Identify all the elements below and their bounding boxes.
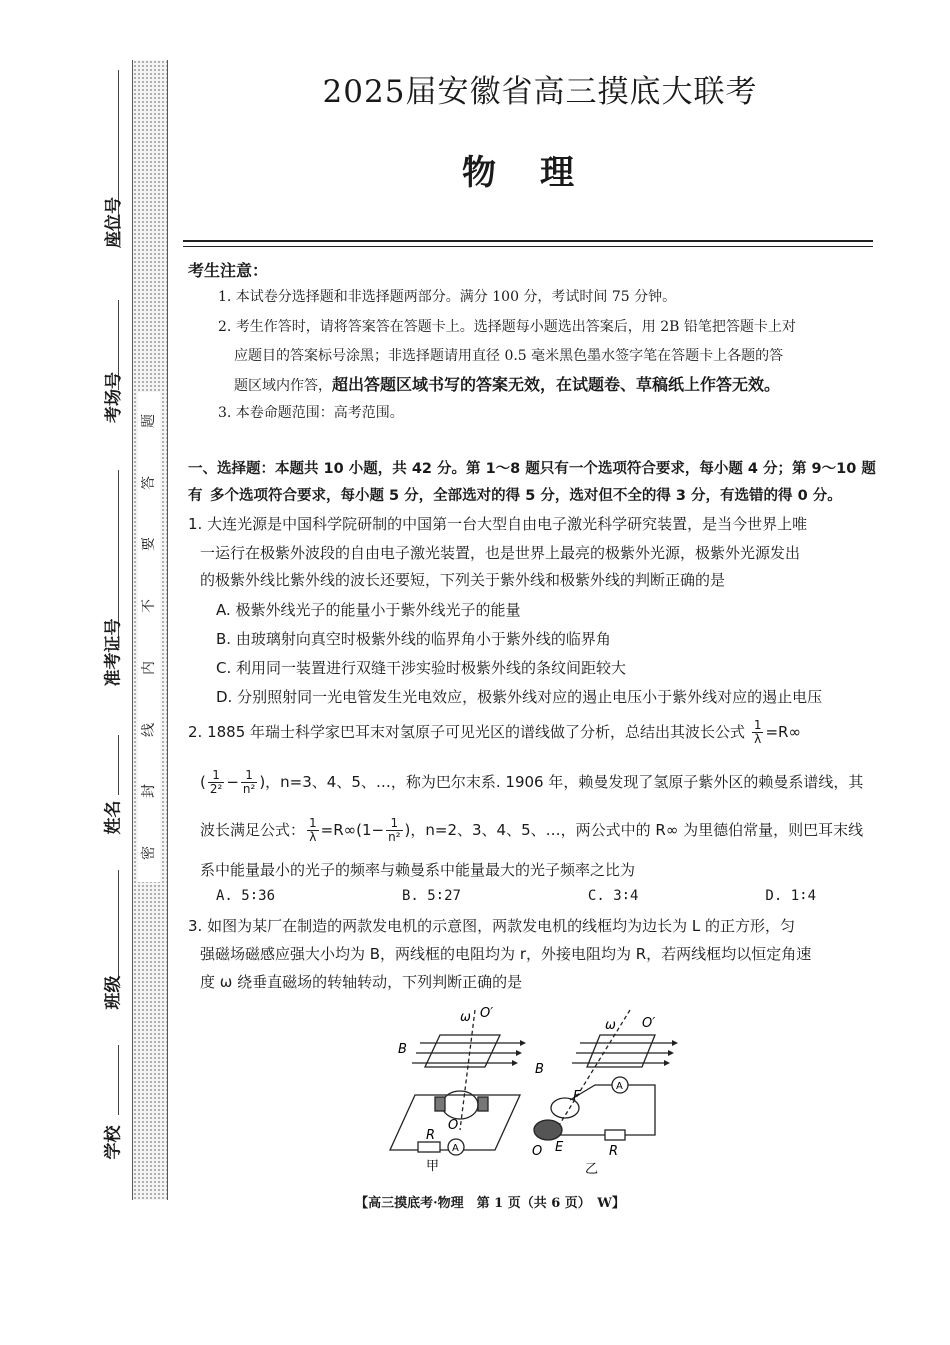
axis-label: O′ xyxy=(480,1006,494,1021)
ammeter-label: A xyxy=(452,1143,459,1154)
notice-item: 2. 考生作答时，请将答案答在答题卡上。选择题每小题选出答案后，用 2B 铅笔把答题卡上对 xyxy=(218,319,796,335)
class-field[interactable]: 班级 xyxy=(103,975,124,1010)
seal-char: 内 xyxy=(141,660,157,675)
admission-number-field[interactable]: 准考证号 xyxy=(103,618,124,687)
yi-field-plane xyxy=(587,1035,655,1067)
omega-label: ω xyxy=(460,1010,471,1025)
resistor-label: R xyxy=(426,1128,436,1143)
axis-label: O′ xyxy=(642,1016,656,1031)
question-1: 的极紫外线比紫外线的波长还要短，下列关于紫外线和极紫外线的判断正确的是 xyxy=(200,571,726,589)
option-c: C. 利用同一装置进行双缝干涉实验时极紫外线的条纹间距较大 xyxy=(216,659,627,677)
seal-char: 封 xyxy=(141,784,157,799)
question-2: 波长满足公式： $\frac{1}{\lambda}$ =R∞(1− $\frac{1}{\text{n²}}$ )，n=2、3、4、5、…，两公式中的 R∞ 为里德伯常量，则巴耳末线 xyxy=(200,816,864,844)
jia-field-plane xyxy=(425,1035,500,1067)
field-label: B xyxy=(398,1042,407,1057)
seal-notice xyxy=(138,392,160,882)
axis-label: O xyxy=(532,1144,543,1159)
subject-title: 物理 xyxy=(462,153,618,193)
field-line xyxy=(118,870,119,980)
exam-title: 2025届安徽省高三摸底大联考 xyxy=(322,74,758,110)
jia-axis xyxy=(460,1010,475,1130)
axis-label: O xyxy=(448,1118,459,1133)
notice-item: 题区域内作答，超出答题区域书写的答案无效，在试题卷、草稿纸上作答无效。 xyxy=(234,375,781,394)
question-3: 3. 如图为某厂在制造的两款发电机的示意图，两款发电机的线框均为边长为 L 的正方形，匀 xyxy=(188,917,795,935)
school-field[interactable]: 学校 xyxy=(103,1125,124,1160)
figure-caption: 甲 xyxy=(426,1159,440,1174)
figure-caption: 乙 xyxy=(585,1162,599,1177)
seal-char: 不 xyxy=(141,599,157,614)
generator-figure xyxy=(380,1005,680,1180)
brush-label: F xyxy=(573,1089,581,1104)
option-d: D. 1∶4 xyxy=(765,888,816,904)
name-field[interactable]: 姓名 xyxy=(103,800,124,835)
option-c: C. 3∶4 xyxy=(587,888,639,904)
seal-char: 要 xyxy=(141,537,157,552)
divider xyxy=(183,240,873,242)
section-heading: 一、选择题：本题共 10 小题，共 42 分。第 1～8 题只有一个选项符合要求，每小题 4 分；第 9～10 题有 xyxy=(188,461,876,504)
yi-axis xyxy=(550,1010,630,1140)
question-1: 一运行在极紫外波段的自由电子激光装置，也是世界上最亮的极紫外光源，极紫外光源发出 xyxy=(200,544,801,562)
divider xyxy=(183,246,873,247)
notice-heading: 考生注意： xyxy=(188,261,269,280)
question-2: 2. 1885 年瑞士科学家巴耳末对氢原子可见光区的谱线做了分析，总结出其波长公式 $\frac{1}{\lambda}$ =R∞ xyxy=(188,718,801,746)
question-2: ( $\frac{1}{\text{2²}}$ − $\frac{1}{\text{n²}}$ )，n=3、4、5、…，称为巴尔末系. 1906 年，赖曼发现了氢原子紫外区的赖曼系谱线，其 xyxy=(200,768,864,796)
omega-label: ω xyxy=(605,1018,616,1033)
notice-item: 1. 本试卷分选择题和非选择题两部分。满分 100 分，考试时间 75 分钟。 xyxy=(218,289,677,305)
question-2: 系中能量最小的光子的频率与赖曼系中能量最大的光子频率之比为 xyxy=(200,861,636,879)
section-heading: 多个选项符合要求，每小题 5 分，全部选对的得 5 分，选对但不全的得 3 分，有选错的得 0 分。 xyxy=(210,488,842,504)
resistor-label: R xyxy=(609,1144,619,1159)
seal-char: 题 xyxy=(141,414,157,428)
jia-brush xyxy=(478,1097,488,1111)
field-label: B xyxy=(535,1062,544,1077)
field-line xyxy=(118,735,119,795)
field-line xyxy=(118,1045,119,1115)
yi-resistor xyxy=(605,1130,625,1140)
notice-item: 应题目的答案标号涂黑；非选择题请用直径 0.5 毫米黑色墨水签字笔在答题卡上各题的答 xyxy=(234,348,784,364)
option-b: B. 由玻璃射向真空时极紫外线的临界角小于紫外线的临界角 xyxy=(216,630,611,648)
notice-item: 3. 本卷命题范围：高考范围。 xyxy=(218,405,404,421)
yi-ring xyxy=(534,1120,562,1140)
seat-number-field[interactable]: 座位号 xyxy=(103,197,124,248)
brush-label: E xyxy=(555,1140,564,1155)
option-b: B. 5∶27 xyxy=(401,888,461,904)
exam-room-field[interactable]: 考场号 xyxy=(103,372,124,423)
question-3: 度 ω 绕垂直磁场的转轴转动，下列判断正确的是 xyxy=(200,973,523,991)
seal-char: 线 xyxy=(141,722,157,737)
option-a: A. 极紫外线光子的能量小于紫外线光子的能量 xyxy=(216,601,521,619)
option-d: D. 分别照射同一光电管发生光电效应，极紫外线对应的遏止电压小于紫外线对应的遏止电压 xyxy=(216,688,823,706)
question-1: 1. 大连光源是中国科学院研制的中国第一台大型自由电子激光科学研究装置，是当今世界上唯 xyxy=(188,515,808,533)
q2-choices xyxy=(216,888,816,904)
option-a: A. 5∶36 xyxy=(216,888,276,904)
jia-brush xyxy=(435,1097,445,1111)
question-3: 强磁场磁感应强大小均为 B，两线框的电阻均为 r，外接电阻均为 R，若两线框均以恒定角速 xyxy=(200,945,812,963)
seal-char: 答 xyxy=(141,475,157,490)
ammeter-label: A xyxy=(616,1081,623,1092)
page-footer: 【高三摸底考·物理 第 1 页（共 6 页） W】 xyxy=(355,1196,625,1211)
seal-char: 密 xyxy=(141,845,157,860)
field-line xyxy=(118,470,119,640)
jia-resistor xyxy=(418,1142,440,1152)
